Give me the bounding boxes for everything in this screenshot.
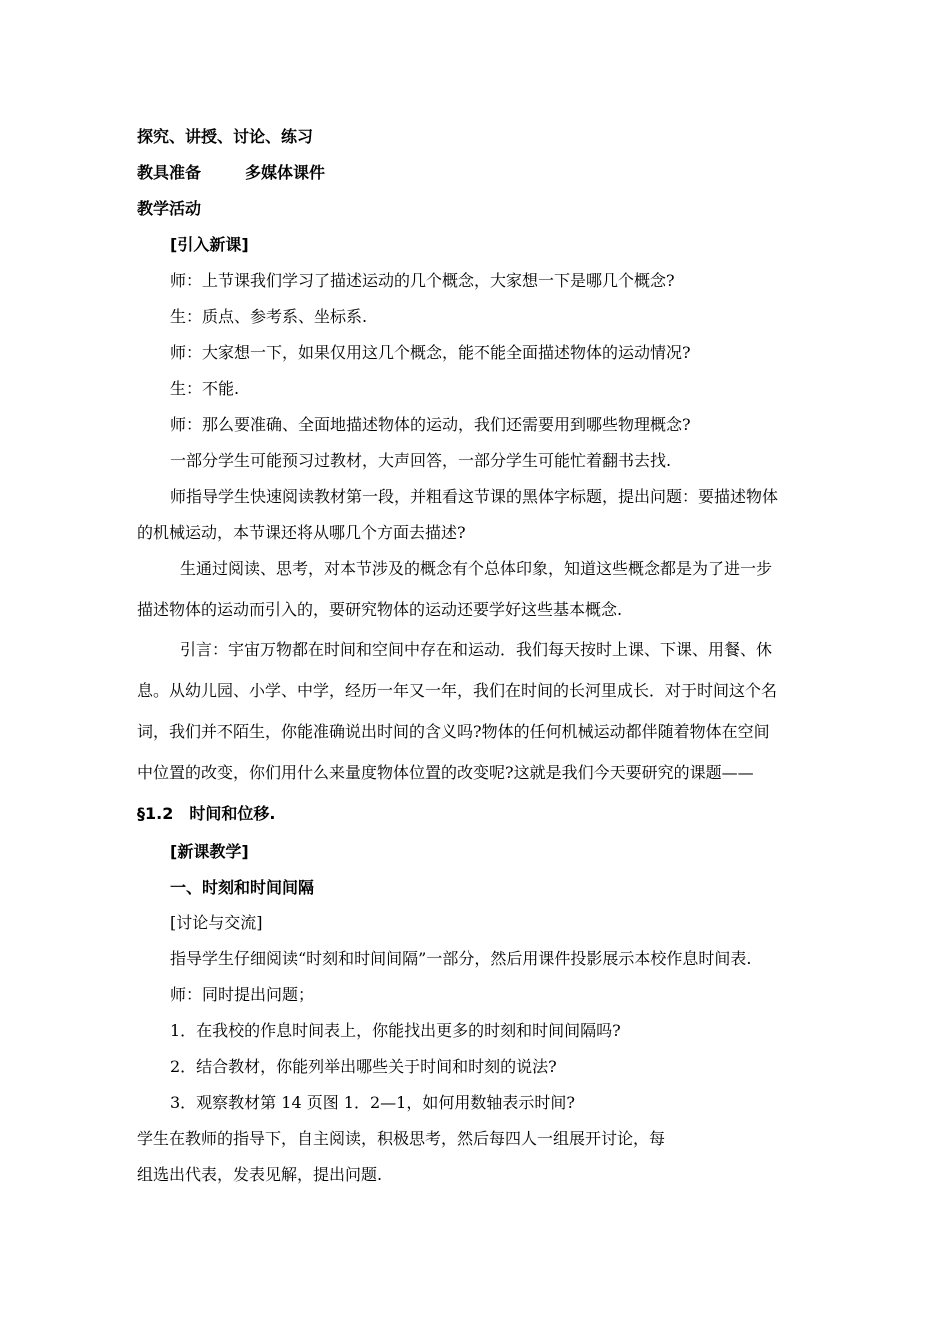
dialogue-line: 生：不能. (170, 379, 240, 398)
paragraph-line: 息。从幼儿园、小学、中学，经历一年又一年，我们在时间的长河里成长．对于时间这个名 (137, 681, 778, 700)
paragraph-line: 的机械运动，本节课还将从哪几个方面去描述? (137, 523, 466, 542)
dialogue-line: 师：上节课我们学习了描述运动的几个概念，大家想一下是哪几个概念? (170, 271, 675, 290)
new-lesson-section-label: [新课教学] (170, 842, 249, 861)
dialogue-line: 师：那么要准确、全面地描述物体的运动，我们还需要用到哪些物理概念? (170, 415, 691, 434)
intro-section-label: [引入新课] (170, 235, 249, 254)
activity-title: 教学活动 (137, 199, 202, 218)
paragraph-line: 词，我们并不陌生，你能准确说出时间的含义吗?物体的任何机械运动都伴随着物体在空间 (137, 722, 770, 741)
discussion-label: [讨论与交流] (170, 913, 263, 932)
dialogue-line: 一部分学生可能预习过教材，大声回答，一部分学生可能忙着翻书去找. (170, 451, 672, 470)
question-item: 3．观察教材第 14 页图 1．2—1，如何用数轴表示时间? (170, 1093, 575, 1112)
tools-label: 教具准备 (137, 163, 202, 182)
paragraph-line: 描述物体的运动而引入的，要研究物体的运动还要学好这些基本概念. (137, 600, 623, 619)
teaching-method-line: 探究、讲授、讨论、练习 (137, 127, 314, 146)
paragraph-line: 生通过阅读、思考，对本节涉及的概念有个总体印象，知道这些概念都是为了进一步 (180, 559, 773, 578)
teaching-tools-line (137, 163, 325, 183)
paragraph-line: 师指导学生快速阅读教材第一段，并粗看这节课的黑体字标题，提出问题：要描述物体 (170, 487, 779, 506)
paragraph-line: 中位置的改变，你们用什么来量度物体位置的改变呢?这就是我们今天要研究的课题—— (137, 763, 754, 782)
lesson-title: §1.2 时间和位移. (137, 804, 276, 823)
paragraph-line: 引言：宇宙万物都在时间和空间中存在和运动．我们每天按时上课、下课、用餐、休 (180, 640, 773, 659)
dialogue-line: 生：质点、参考系、坐标系. (170, 307, 368, 326)
question-item: 1．在我校的作息时间表上，你能找出更多的时刻和时间间隔吗? (170, 1021, 621, 1040)
subsection-title: 一、时刻和时间间隔 (170, 878, 315, 897)
closing-line: 组选出代表，发表见解，提出问题. (137, 1165, 383, 1184)
dialogue-line: 师：大家想一下，如果仅用这几个概念，能不能全面描述物体的运动情况? (170, 343, 691, 362)
tools-value: 多媒体课件 (245, 163, 326, 182)
question-item: 2．结合教材，你能列举出哪些关于时间和时刻的说法? (170, 1057, 557, 1076)
closing-line: 学生在教师的指导下，自主阅读，积极思考，然后每四人一组展开讨论，每 (137, 1129, 666, 1148)
teacher-line: 师：同时提出问题； (170, 985, 315, 1004)
guide-line: 指导学生仔细阅读“时刻和时间间隔”一部分，然后用课件投影展示本校作息时间表. (170, 949, 752, 968)
